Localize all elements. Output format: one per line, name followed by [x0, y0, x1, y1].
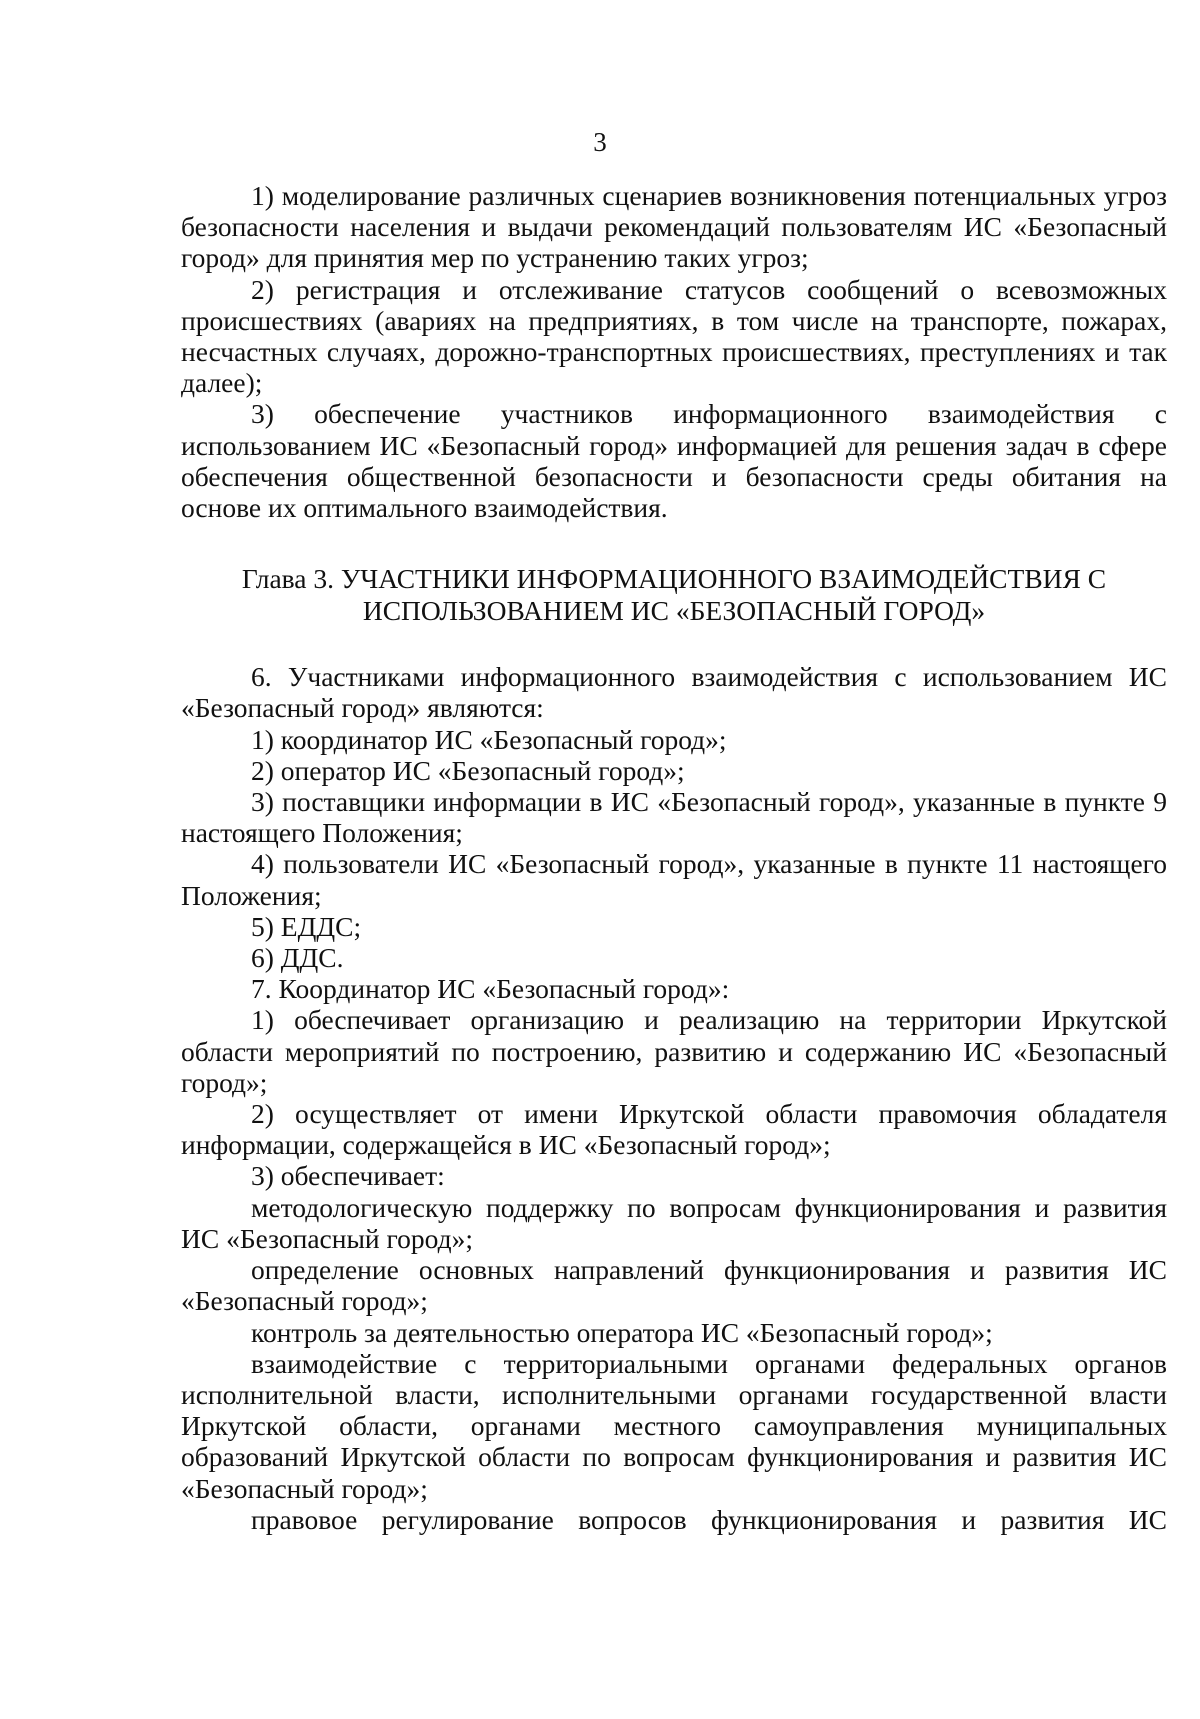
list-item: правовое регулирование вопросов функционирования и развития ИС	[251, 1503, 1167, 1535]
list-item: 1) координатор ИС «Безопасный город»;	[251, 723, 727, 755]
list-item: взаимодействие с территориальными органами федеральных органов исполнительной власти, исполнительными органами государственной власти Иркутской области, органами местного самоуправления муниципальных образований Иркутской области по вопросам функционирования и развития ИС «Безопасный город»;	[181, 1347, 1167, 1504]
intro-item-2: 2) регистрация и отслеживание статусов сообщений о всевозможных происшествиях (авариях на предприятиях, в том числе на транспорте, пожарах, несчастных случаях, дорожно-транспортных происшествиях, преступлениях и так далее);	[181, 273, 1167, 399]
document-body	[181, 180, 1167, 1535]
list-item: определение основных направлений функционирования и развития ИС «Безопасный город»;	[181, 1254, 1167, 1317]
list-item: 2) оператор ИС «Безопасный город»;	[251, 754, 685, 786]
list-item: 6) ДДС.	[251, 942, 344, 974]
list-item: 3) поставщики информации в ИС «Безопасный город», указанные в пункте 9 настоящего Положения;	[181, 786, 1167, 849]
intro-item-1: 1) моделирование различных сценариев возникновения потенциальных угроз безопасности населения и выдачи рекомендаций пользователям ИС «Безопасный город» для принятия мер по устранению таких угроз;	[181, 180, 1167, 274]
list-item: 3) обеспечивает:	[251, 1160, 445, 1192]
list-item: 1) обеспечивает организацию и реализацию на территории Иркутской области мероприятий по построению, развитию и содержанию ИС «Безопасный город»;	[181, 1004, 1167, 1098]
chapter-heading-line-1: Глава 3. УЧАСТНИКИ ИНФОРМАЦИОННОГО ВЗАИМОДЕЙСТВИЯ С	[241, 563, 1107, 595]
list-item: контроль за деятельностью оператора ИС «Безопасный город»;	[251, 1316, 993, 1348]
page-number: 3	[593, 127, 607, 157]
intro-item-3: 3) обеспечение участников информационного взаимодействия с использованием ИС «Безопасный город» информацией для решения задач в сфере обеспечения общественной безопасности и безопасности среды обитания на основе их оптимального взаимодействия.	[181, 398, 1167, 524]
list-item: 2) осуществляет от имени Иркутской области правомочия обладателя информации, содержащейся в ИС «Безопасный город»;	[181, 1098, 1167, 1161]
list-item: 5) ЕДДС;	[251, 910, 362, 942]
paragraph-7: 7. Координатор ИС «Безопасный город»:	[251, 973, 730, 1005]
chapter-heading-line-2: ИСПОЛЬЗОВАНИЕМ ИС «БЕЗОПАСНЫЙ ГОРОД»	[362, 595, 986, 627]
list-item: 4) пользователи ИС «Безопасный город», указанные в пункте 11 настоящего Положения;	[181, 848, 1167, 911]
paragraph-6: 6. Участниками информационного взаимодействия с использованием ИС «Безопасный город» являются:	[181, 661, 1167, 724]
chapter-heading	[181, 563, 1167, 627]
list-item: методологическую поддержку по вопросам функционирования и развития ИС «Безопасный город»;	[181, 1191, 1167, 1254]
